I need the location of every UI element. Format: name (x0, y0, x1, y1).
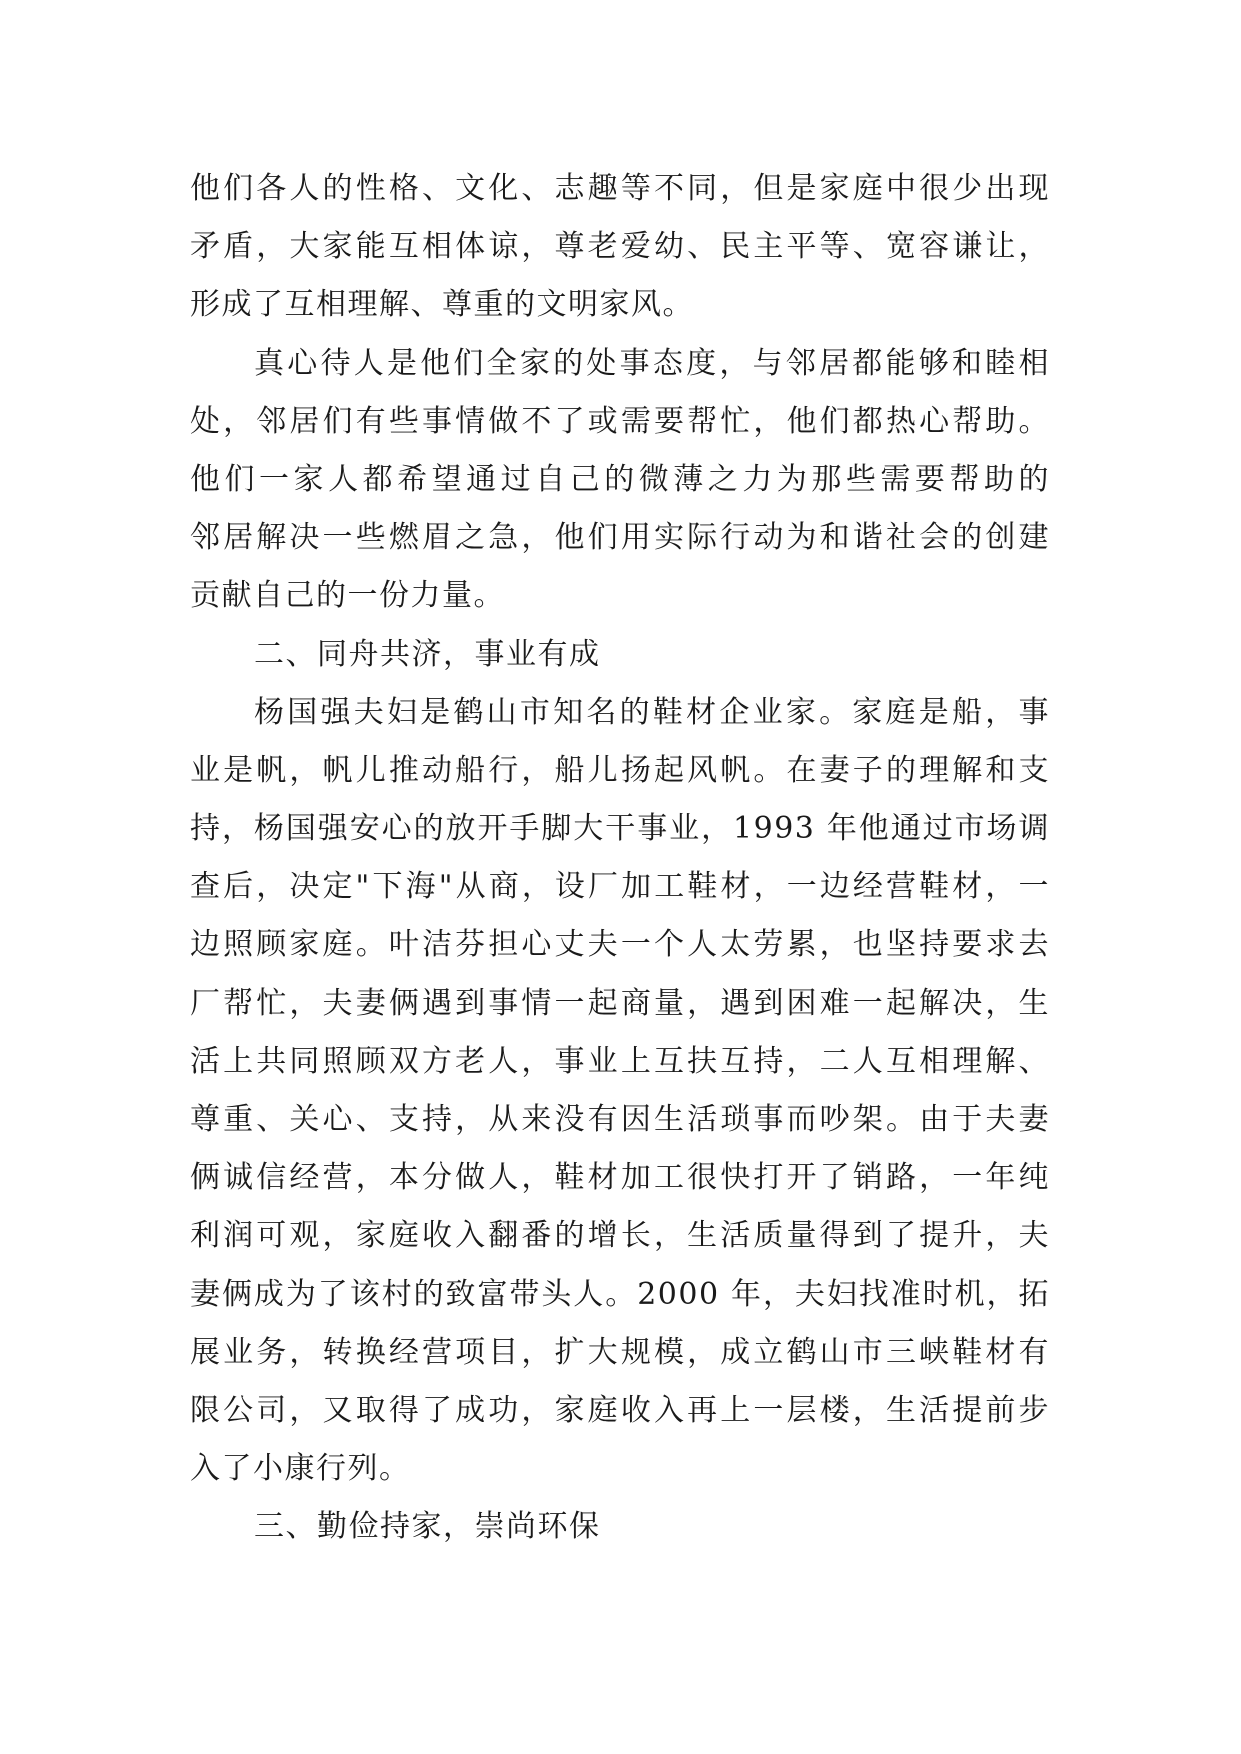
paragraph-line: 贡献自己的一份力量。 (190, 578, 505, 614)
paragraph-line: 持，杨国强安心的放开手脚大干事业，1993 年他通过市场调 (190, 811, 1050, 847)
paragraph-line: 他们一家人都希望通过自己的微薄之力为那些需要帮助的 (190, 461, 1050, 497)
section-heading: 二、同舟共济，事业有成 (254, 636, 601, 672)
paragraph-line: 形成了互相理解、尊重的文明家风。 (190, 287, 694, 323)
paragraph-line: 利润可观，家庭收入翻番的增长，生活质量得到了提升，夫 (190, 1218, 1050, 1254)
paragraph-line: 查后，决定"下海"从商，设厂加工鞋材，一边经营鞋材，一 (190, 869, 1050, 905)
paragraph-line: 入了小康行列。 (190, 1451, 411, 1487)
paragraph-line: 边照顾家庭。叶洁芬担心丈夫一个人太劳累，也坚持要求去 (190, 927, 1050, 963)
paragraph-line: 杨国强夫妇是鹤山市知名的鞋材企业家。家庭是船，事 (254, 694, 1050, 730)
paragraph-line: 他们各人的性格、文化、志趣等不同，但是家庭中很少出现 (190, 171, 1050, 206)
paragraph-line: 限公司，又取得了成功，家庭收入再上一层楼，生活提前步 (190, 1392, 1050, 1428)
section-heading: 三、勤俭持家，崇尚环保 (254, 1509, 601, 1545)
paragraph-line: 处，邻居们有些事情做不了或需要帮忙，他们都热心帮助。 (190, 403, 1050, 439)
paragraph-line: 活上共同照顾双方老人，事业上互扶互持，二人互相理解、 (190, 1043, 1050, 1079)
paragraph-line: 邻居解决一些燃眉之急，他们用实际行动为和谐社会的创建 (190, 520, 1050, 556)
paragraph-line: 真心待人是他们全家的处事态度，与邻居都能够和睦相 (254, 345, 1050, 381)
paragraph-line: 尊重、关心、支持，从来没有因生活琐事而吵架。由于夫妻 (190, 1102, 1050, 1137)
paragraph-line: 业是帆，帆儿推动船行，船儿扬起风帆。在妻子的理解和支 (190, 752, 1050, 788)
paragraph-line: 妻俩成为了该村的致富带头人。2000 年，夫妇找准时机，拓 (190, 1276, 1050, 1312)
document-body (190, 160, 1050, 1557)
paragraph-line: 厂帮忙，夫妻俩遇到事情一起商量，遇到困难一起解决，生 (190, 985, 1050, 1021)
paragraph-line: 矛盾，大家能互相体谅，尊老爱幼、民主平等、宽容谦让， (190, 229, 1050, 265)
paragraph-line: 俩诚信经营，本分做人，鞋材加工很快打开了销路，一年纯 (190, 1160, 1050, 1196)
paragraph-line: 展业务，转换经营项目，扩大规模，成立鹤山市三峡鞋材有 (190, 1334, 1050, 1370)
